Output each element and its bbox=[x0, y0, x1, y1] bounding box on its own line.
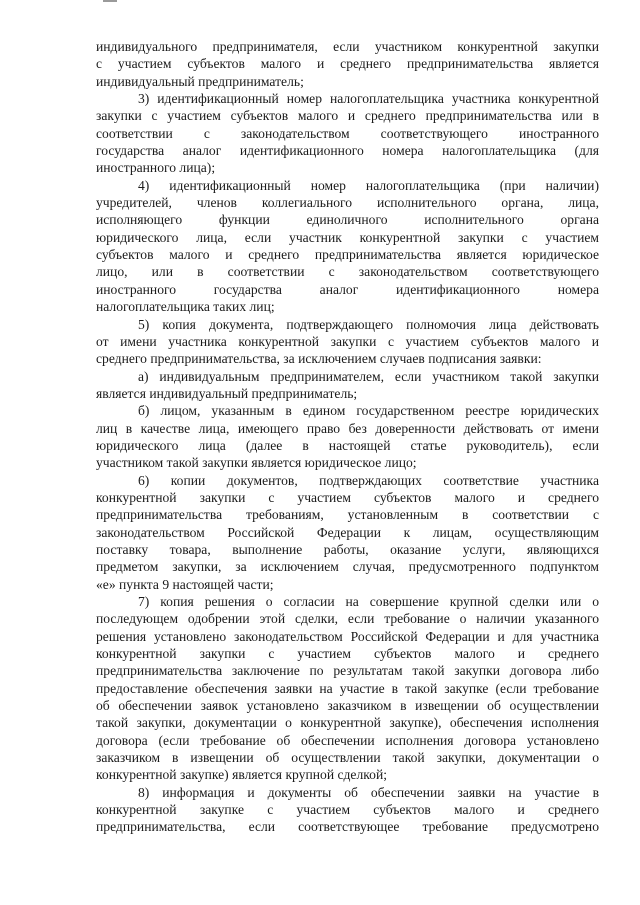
text-line: 5) копия документа, подтверждающего полномочия лица действовать bbox=[138, 316, 599, 332]
text-line: 3) идентификационный номер налогоплательщика участника конкурентной bbox=[138, 91, 599, 107]
text-line: лицо, или в соответствии с законодательством соответствующего bbox=[96, 264, 599, 280]
text-line: государства аналог идентификационного номера налогоплательщика (для bbox=[96, 143, 599, 159]
text-line: конкурентной закупке) является крупной сделкой; bbox=[96, 767, 388, 783]
text-line: предпринимательства, если соответствующее требование предусмотрено bbox=[96, 819, 599, 835]
text-line: предметом закупки, за исключением случая, предусмотренного подпунктом bbox=[96, 559, 599, 575]
text-line: договора (если требование об обеспечении исполнения договора установлено bbox=[96, 732, 599, 748]
paragraph-p1 bbox=[96, 90, 599, 177]
text-line: иностранного лица); bbox=[96, 160, 216, 176]
paragraph-p5 bbox=[96, 402, 599, 471]
text-line: 7) копия решения о согласии на совершение крупной сделки или о bbox=[138, 594, 599, 609]
text-line: конкурентной закупки с участием субъектов малого и среднего bbox=[96, 646, 599, 662]
text-line: предпринимательства заключение по результатам такой закупки договора либо bbox=[96, 663, 599, 679]
text-line: конкурентной закупке с участием субъектов малого и среднего bbox=[96, 802, 599, 818]
text-line: участником такой закупки является юридическое лицо; bbox=[96, 455, 417, 471]
text-line: соответствии с законодательством соответствующего иностранного bbox=[96, 125, 599, 141]
text-line: решения установлено законодательством Российской Федерации и для участника bbox=[96, 628, 599, 644]
paragraph-p6 bbox=[96, 472, 599, 593]
text-line: юридического лица, если участник конкурентной закупки с участием bbox=[96, 229, 599, 245]
text-line: субъектов малого и среднего предпринимательства является юридическое bbox=[96, 247, 599, 263]
text-line: 6) копии документов, подтверждающих соответствие участника bbox=[138, 472, 599, 488]
document-page bbox=[96, 38, 599, 836]
text-line: 4) идентификационный номер налогоплательщика (при наличии) bbox=[138, 177, 599, 193]
text-line: предпринимательства требованиям, установленным в соответствии с bbox=[96, 507, 599, 523]
text-line: последующем одобрении этой сделки, если требование о наличии указанного bbox=[96, 611, 599, 627]
scan-mark bbox=[103, 0, 117, 2]
paragraph-p2 bbox=[96, 177, 599, 316]
paragraph-p3 bbox=[96, 316, 599, 368]
text-line: б) лицом, указанным в едином государственном реестре юридических bbox=[138, 403, 599, 419]
text-line: от имени участника конкурентной закупки с участием субъектов малого и bbox=[96, 333, 599, 349]
text-line: заказчиком в извещении об осуществлении такой закупки, документации о bbox=[96, 750, 599, 766]
text-line: среднего предпринимательства, за исключением случаев подписания заявки: bbox=[96, 351, 542, 367]
text-line: индивидуального предпринимателя, если участником конкурентной закупки bbox=[96, 39, 599, 54]
text-line: налогоплательщика таких лиц; bbox=[96, 299, 275, 315]
text-line: «е» пункта 9 настоящей части; bbox=[96, 576, 274, 592]
text-line: учредителей, членов коллегиального исполнительного органа, лица, bbox=[96, 195, 599, 211]
text-line: а) индивидуальным предпринимателем, если участником такой закупки bbox=[138, 368, 599, 384]
text-line: законодательством Российской Федерации к лицам, осуществляющим bbox=[96, 524, 599, 540]
text-line: поставку товара, выполнение работы, оказание услуги, являющихся bbox=[96, 541, 599, 557]
text-line: предоставление обеспечения заявки на участие в такой закупке (если требование bbox=[96, 680, 599, 696]
paragraph-p4 bbox=[96, 368, 599, 403]
text-line: является индивидуальный предприниматель; bbox=[96, 385, 358, 401]
text-line: об обеспечении заявок установлено заказчиком в извещении об осуществлении bbox=[96, 698, 599, 714]
text-line: индивидуальный предприниматель; bbox=[96, 73, 304, 89]
text-line: конкурентной закупки с участием субъектов малого и среднего bbox=[96, 489, 599, 505]
text-line: юридического лица (далее в настоящей статье руководитель), если bbox=[96, 437, 599, 453]
text-line: лиц в качестве лица, имеющего право без доверенности действовать от имени bbox=[96, 420, 599, 436]
paragraph-p7 bbox=[96, 593, 599, 784]
text-line: с участием субъектов малого и среднего предпринимательства является bbox=[96, 56, 599, 72]
paragraph-p8 bbox=[96, 784, 599, 836]
text-line: 8) информация и документы об обеспечении заявки на участие в bbox=[138, 784, 599, 800]
text-line: иностранного государства аналог идентификационного номера bbox=[96, 281, 599, 297]
text-line: закупки с участием субъектов малого и среднего предпринимательства или в bbox=[96, 108, 599, 124]
text-line: такой закупки, документации о конкурентной закупке), обеспечения исполнения bbox=[96, 715, 599, 731]
paragraph-p0 bbox=[96, 38, 599, 90]
text-line: исполняющего функции единоличного исполнительного органа bbox=[96, 212, 599, 228]
